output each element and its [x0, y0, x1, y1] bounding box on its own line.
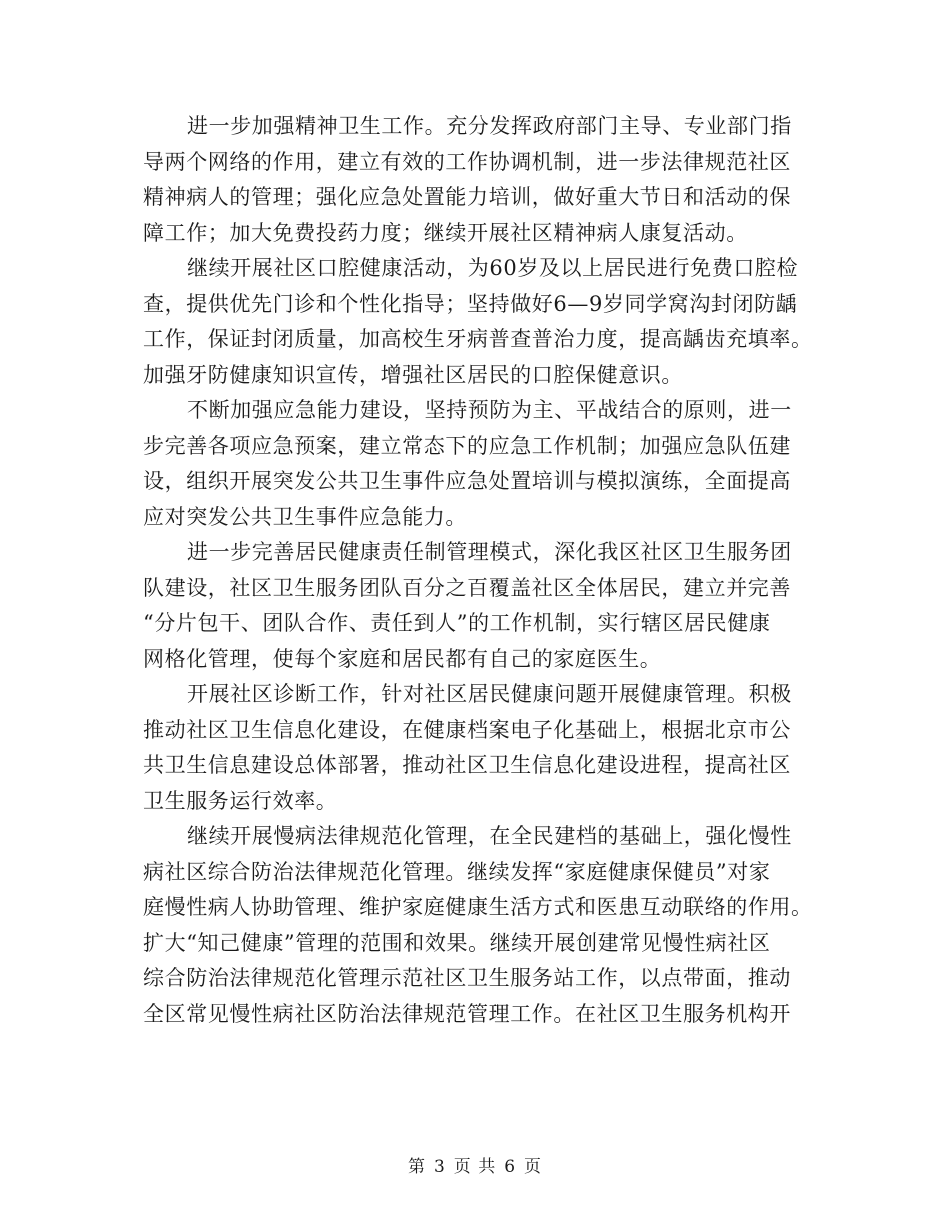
text-line: 精神病人的管理；强化应急处置能力培训，做好重大节日和活动的保: [143, 185, 791, 209]
footer-suffix: 页: [524, 1157, 543, 1177]
paragraph-health-responsibility: [143, 535, 807, 677]
text-line: “分片包干、团队合作、责任到人”的工作机制，实行辖区居民健康: [143, 611, 771, 635]
text-line: 继续开展社区口腔健康活动，为60岁及以上居民进行免费口腔检: [187, 256, 799, 280]
text-line: 综合防治法律规范化管理示范社区卫生服务站工作，以点带面，推动: [143, 966, 791, 990]
paragraph-oral-health: [143, 251, 813, 393]
paragraph-mental-health: [143, 109, 807, 251]
current-page-number: 3: [433, 1157, 446, 1177]
document-body: [143, 109, 813, 1032]
text-line: 卫生服务运行效率。: [143, 788, 338, 813]
text-line: 工作，保证封闭质量，加高校生牙病普查普治力度，提高龋齿充填率。: [143, 327, 813, 351]
text-line: 导两个网络的作用，建立有效的工作协调机制，进一步法律规范社区: [143, 149, 791, 174]
text-line: 进一步加强精神卫生工作。充分发挥政府部门主导、专业部门指: [187, 114, 792, 138]
text-line: 加强牙防健康知识宣传，增强社区居民的口腔保健意识。: [143, 362, 683, 387]
text-line: 障工作；加大免费投药力度；继续开展社区精神病人康复活动。: [143, 220, 748, 245]
total-page-count: 6: [504, 1157, 517, 1177]
text-line: 病社区综合防治法律规范化管理。继续发挥“家庭健康保健员”对家: [143, 859, 771, 884]
text-line: 共卫生信息建设总体部署，推动社区卫生信息化建设进程，提高社区: [143, 753, 791, 777]
footer-middle: 页 共: [453, 1157, 497, 1177]
text-line: 不断加强应急能力建设，坚持预防为主、平战结合的原则，进一: [187, 398, 792, 422]
text-line: 庭慢性病人协助管理、维护家庭健康生活方式和医患互动联络的作用。: [143, 895, 813, 919]
page-number-footer: [0, 1152, 950, 1177]
text-line: 应对突发公共卫生事件应急能力。: [143, 504, 467, 529]
paragraph-chronic-disease: [143, 819, 813, 1032]
text-line: 设，组织开展突发公共卫生事件应急处置培训与模拟演练，全面提高: [143, 469, 791, 493]
text-line: 队建设，社区卫生服务团队百分之百覆盖社区全体居民，建立并完善: [143, 575, 791, 600]
text-line: 推动社区卫生信息化建设，在健康档案电子化基础上，根据北京市公: [143, 717, 791, 742]
paragraph-emergency: [143, 393, 807, 535]
text-line: 查，提供优先门诊和个性化指导；坚持做好6—9岁同学窝沟封闭防龋: [143, 291, 798, 316]
text-line: 网格化管理，使每个家庭和居民都有自己的家庭医生。: [143, 646, 662, 671]
text-line: 全区常见慢性病社区防治法律规范管理工作。在社区卫生服务机构开: [143, 1001, 791, 1026]
footer-prefix: 第: [407, 1157, 426, 1177]
paragraph-community-diagnosis: [143, 677, 807, 819]
text-line: 扩大“知己健康”管理的范围和效果。继续开展创建常见慢性病社区: [143, 930, 771, 955]
text-line: 开展社区诊断工作，针对社区居民健康问题开展健康管理。积极: [187, 682, 792, 706]
text-line: 步完善各项应急预案，建立常态下的应急工作机制；加强应急队伍建: [143, 433, 791, 458]
text-line: 进一步完善居民健康责任制管理模式，深化我区社区卫生服务团: [187, 540, 792, 564]
text-line: 继续开展慢病法律规范化管理，在全民建档的基础上，强化慢性: [187, 824, 792, 848]
